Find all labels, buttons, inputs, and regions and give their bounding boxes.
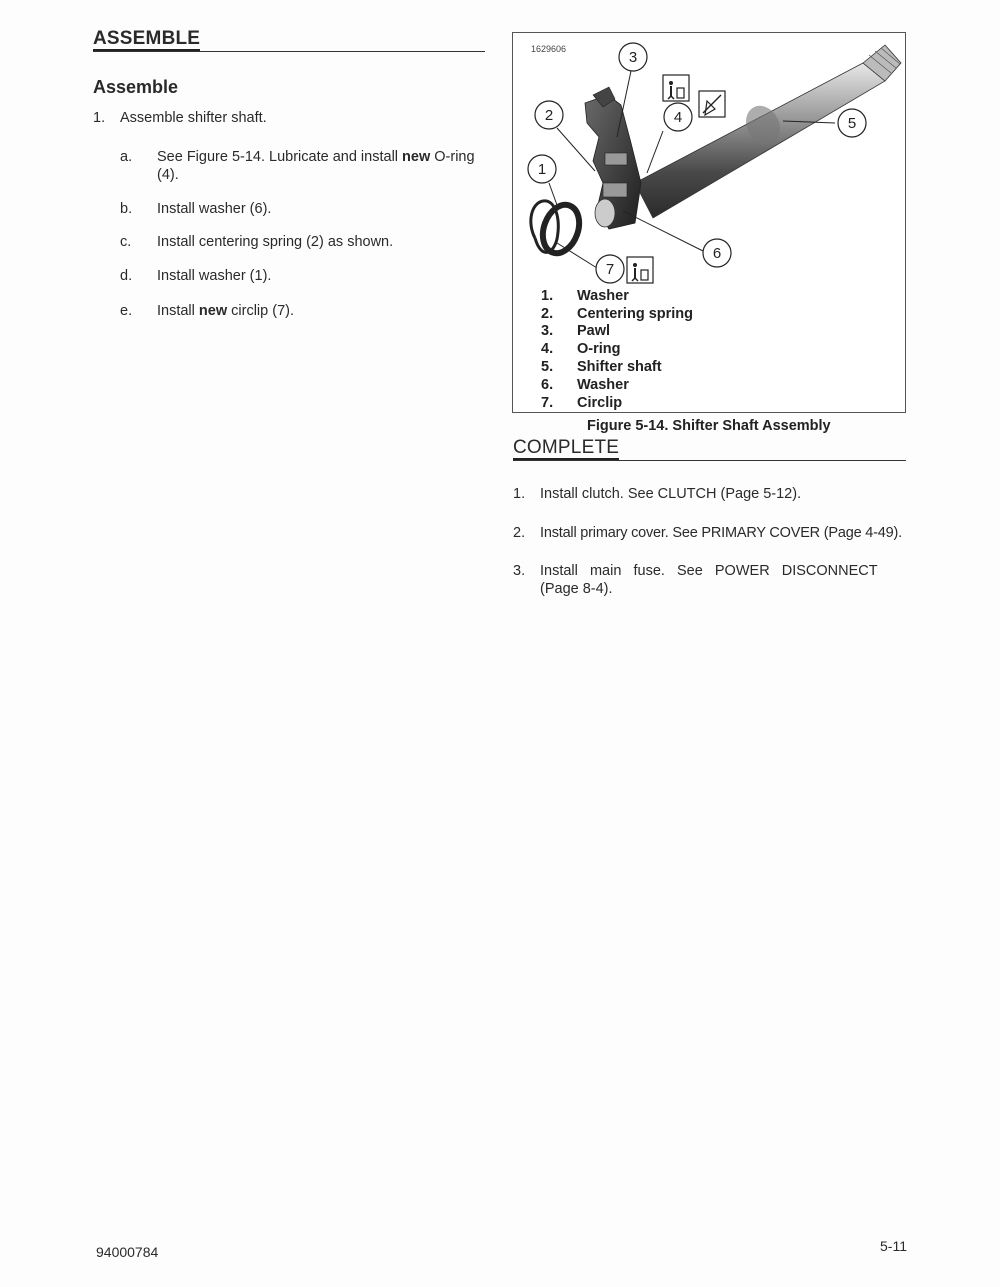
substep-text: Install washer (1). [157, 268, 272, 284]
substep-text: See Figure 5-14. Lubricate and install new O-ring (4). [157, 149, 475, 183]
document-number: 94000784 [96, 1244, 159, 1260]
step-text: Install primary cover. See PRIMARY COVER (Page 4-49). [540, 525, 902, 541]
svg-text:2: 2 [544, 107, 554, 124]
substep-letter: b. [120, 201, 133, 217]
callout-2 [535, 101, 563, 129]
figure-caption: Figure 5-14. Shifter Shaft Assembly [587, 418, 831, 434]
svg-text:4: 4 [673, 109, 683, 126]
substep-text: Install centering spring (2) as shown. [157, 234, 394, 250]
callout-3 [619, 43, 647, 71]
lubricate-icon [699, 91, 725, 117]
step-number: 2. [513, 525, 526, 541]
step-text: Assemble shifter shaft. [120, 110, 267, 126]
shifter-shaft-illustration [513, 33, 907, 293]
section-title-assemble: ASSEMBLE [93, 29, 485, 52]
substep-letter: a. [120, 149, 133, 165]
callout-4 [664, 103, 692, 131]
svg-text:5: 5 [847, 115, 857, 132]
substep-text: Install new circlip (7). [157, 303, 294, 319]
substep-letter: d. [120, 268, 133, 284]
section-title-complete: COMPLETE [513, 438, 906, 461]
svg-text:1: 1 [537, 161, 547, 178]
substep-letter: e. [120, 303, 133, 319]
callout-5 [838, 109, 866, 137]
subsection-title: Assemble [93, 77, 179, 97]
discard-icon [663, 75, 689, 101]
step-text: Install clutch. See CLUTCH (Page 5-12). [540, 486, 802, 502]
page-number: 5-11 [880, 1238, 907, 1254]
discard-icon [627, 257, 653, 283]
callout-7 [596, 255, 624, 283]
figure-image-id: 1629606 [531, 44, 567, 54]
svg-text:7: 7 [605, 261, 615, 278]
step-number: 3. [513, 563, 526, 579]
callout-6 [703, 239, 731, 267]
svg-text:3: 3 [628, 49, 638, 66]
figure-box: 1629606 3 2 4 1 5 6 7 1. Washer 2. Centering spring 3. Pawl 4. O-ring 5. Shifter shaft 6. Washer 7. Circlip [512, 32, 906, 413]
substep-letter: c. [120, 234, 132, 250]
callout-1 [528, 155, 556, 183]
svg-text:6: 6 [712, 245, 722, 262]
washer-part [536, 200, 585, 259]
step-number: 1. [93, 110, 106, 126]
step-number: 1. [513, 486, 526, 502]
pawl-part [585, 87, 641, 229]
substep-text: Install washer (6). [157, 201, 272, 217]
step-text: Install main fuse. See POWER DISCONNECT (Page 8-4). [540, 563, 878, 597]
